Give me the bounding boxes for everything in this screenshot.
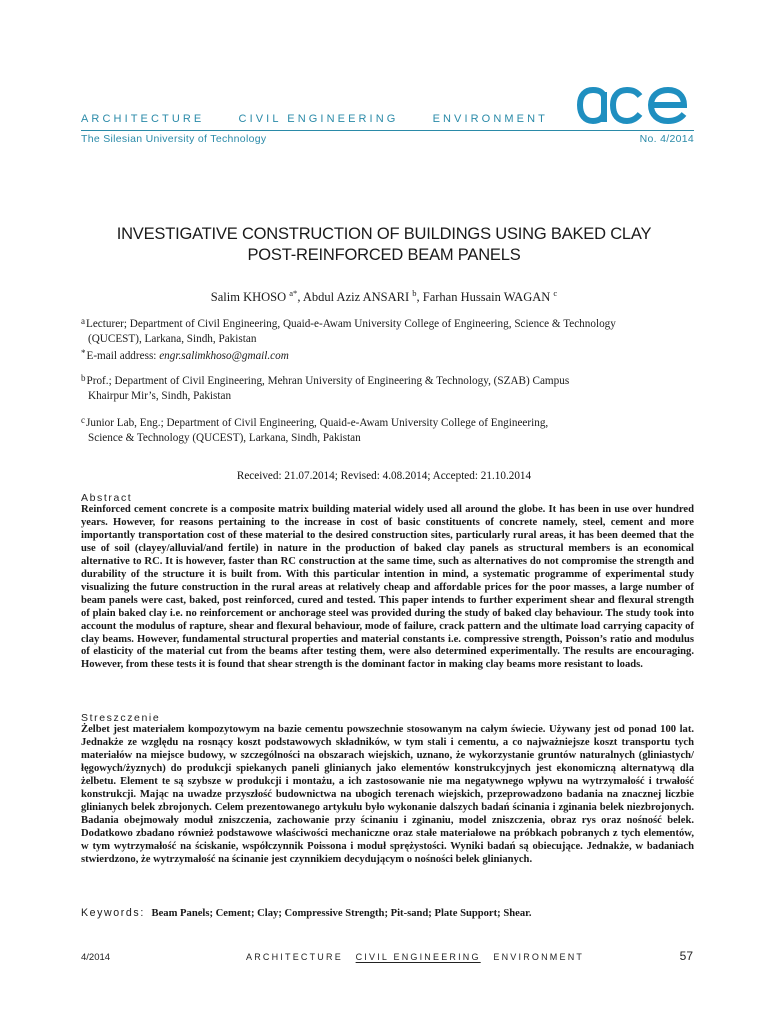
email-mark: * (81, 348, 86, 359)
journal-word-civil-engineering: CIVIL ENGINEERING (238, 113, 399, 125)
header-rule (81, 130, 694, 131)
affiliation-text: (QUCEST), Larkana, Sindh, Pakistan (88, 332, 257, 345)
author-name: Abdul Aziz ANSARI (302, 290, 410, 305)
author-list: Salim KHOSO $^{a*}$, Abdul Aziz ANSARI $^b$, Farhan Hussain WAGAN $^c$ (210, 288, 558, 305)
affiliation-c (81, 413, 696, 445)
journal-word-architecture: ARCHITECTURE (81, 113, 205, 125)
author-mark: a* (289, 288, 298, 298)
affiliation-text: Khairpur Mir’s, Sindh, Pakistan (88, 389, 232, 402)
journal-word-environment: ENVIRONMENT (432, 113, 548, 125)
university-name: The Silesian University of Technology (81, 133, 267, 145)
streszczenie-heading: Streszczenie (81, 712, 161, 724)
keywords-label: Keywords: (81, 907, 145, 919)
paper-title-line-1: INVESTIGATIVE CONSTRUCTION OF BUILDINGS USING BAKED CLAY (116, 225, 652, 243)
footer-word-architecture: ARCHITECTURE (246, 952, 343, 962)
footer-word-civil-engineering: CIVIL ENGINEERING (355, 952, 481, 962)
keywords (81, 907, 694, 919)
received-dates: Received: 21.07.2014; Revised: 4.08.2014; Accepted: 21.10.2014 (236, 470, 532, 482)
paper-title-line-2: POST-REINFORCED BEAM PANELS (247, 246, 521, 264)
affiliation-text: Junior Lab, Eng.; Department of Civil Engineering, Quaid-e-Awam University College of Engineering, (86, 417, 549, 429)
affiliation-text: Science & Technology (QUCEST), Larkana, Sindh, Pakistan (88, 431, 361, 444)
affiliation-mark: b (81, 373, 86, 383)
affiliation-mark: c (81, 415, 85, 425)
paper-title (60, 224, 708, 266)
abstract-text: Reinforced cement concrete is a composite matrix building material widely used all around the globe. It has been in use over hundred years. However, for reasons pertaining to the increase in cost of basic constituents of concrete namely, steel, cement and more importantly transportation cost of these material to the desired construction sites, particularly rural areas, it has been deemed that the use of soil (clayey/alluvial/and fertile) in nature in the production of baked clay panels as structural members is an economical alternative to RC. It is however, faster than RC construction at the same time, such as alternatives do not compromise the strength and durability of the structure it is built from. With this particular intention in mind, a systematic programme of experimental study visualizing the future construction in the rural areas at relatively cheap and affordable prices for the poor masses, a large number of beam panels were cast, baked, post reinforced, cured and tested. This paper intends to further experiment shear and flexural strength of plain baked clay i.e. no reinforcement or anchorage steel was provided during the study of baked clay behaviour. The study took into account the modulus of rapture, shear and flexural behaviour, mode of failure, crack pattern and the ultimate load carrying capacity of clay beams. However, fundamental structural properties and material constants i.e. compressive strength, Poisson’s ratio and modulus of elasticity of the material cut from the beams after testing them, were also determined experimentally. The results are encouraging. However, from these tests it is found that shear strength is the dominant factor in making clay beams more resistant to loads. (81, 504, 694, 671)
streszczenie-text: Żelbet jest materiałem kompozytowym na bazie cementu powszechnie stosowanym na całym świecie. Używany jest od ponad 100 lat. Jednakże ze względu na rosnący koszt podstawowych składników, w tym stali i cementu, a co najważniejsze koszt transportu tych materiałów na miejsce budowy, w szczególności na obszarach wiejskich, uznano, że wykorzystanie gruntów naturalnych (gliniastych/łęgowych/żyznych) do produkcji spiekanych paneli glinianych jako elementów konstrukcyjnych jest ekonomiczną alternatywą dla żelbetu. Element te są szybsze w produkcji i montażu, a ich zastosowanie nie ma negatywnego wpływu na wytrzymałość i trwałość konstrukcji. Mając na uwadze przyszłość budownictwa na ubogich terenach wiejskich, przeprowadzono badania na znacznej liczbie glinianych belek zbrojonych. Celem prezentowanego artykułu było wykonanie dalszych badań ścinania i zginania belek niezbrojonych. Badania obejmowały moduł zniszczenia, zachowanie przy ścinaniu i zginaniu, model zniszczenia, obraz rys oraz nośność belek. Dodatkowo zbadano również podstawowe właściwości mechaniczne oraz stałe materiałowe na próbkach pobranych z tych elementów, w tym wytrzymałość na ściskanie, współczynnik Poissona i moduł sprężystości. Wyniki badań są obiecujące. Jednakże, w badaniach stwierdzono, że wytrzymałość na ścinanie jest czynnikiem decydującym o nośności belek glinianych. (81, 724, 694, 865)
footer-issue: 4/2014 (81, 952, 111, 963)
footer-word-environment: ENVIRONMENT (493, 952, 585, 962)
keywords-text: Beam Panels; Cement; Clay; Compressive Strength; Pit-sand; Plate Support; Shear. (151, 908, 532, 919)
ace-logo (574, 84, 694, 128)
affiliation-text: Lecturer; Department of Civil Engineering, Quaid-e-Awam University College of Engineering, Science & Technology (86, 318, 616, 330)
affiliation-mark: a (81, 316, 85, 326)
page-number: 57 (679, 949, 693, 963)
footer-journal-name (246, 952, 584, 962)
email-address: engr.salimkhoso@gmail.com (159, 350, 289, 363)
journal-name (81, 113, 551, 125)
issue-number: No. 4/2014 (639, 133, 694, 145)
affiliation-a (81, 314, 696, 364)
email-label: E-mail address: (86, 350, 160, 363)
affiliation-b (81, 371, 696, 403)
author-name: Farhan Hussain WAGAN (422, 290, 551, 305)
author-mark: b (412, 288, 417, 298)
affiliation-text: Prof.; Department of Civil Engineering, Mehran University of Engineering & Technology, (SZAB) Campus (86, 375, 570, 387)
abstract-heading: Abstract (81, 492, 133, 504)
author-name: Salim KHOSO (210, 290, 287, 305)
author-mark: c (553, 288, 558, 298)
